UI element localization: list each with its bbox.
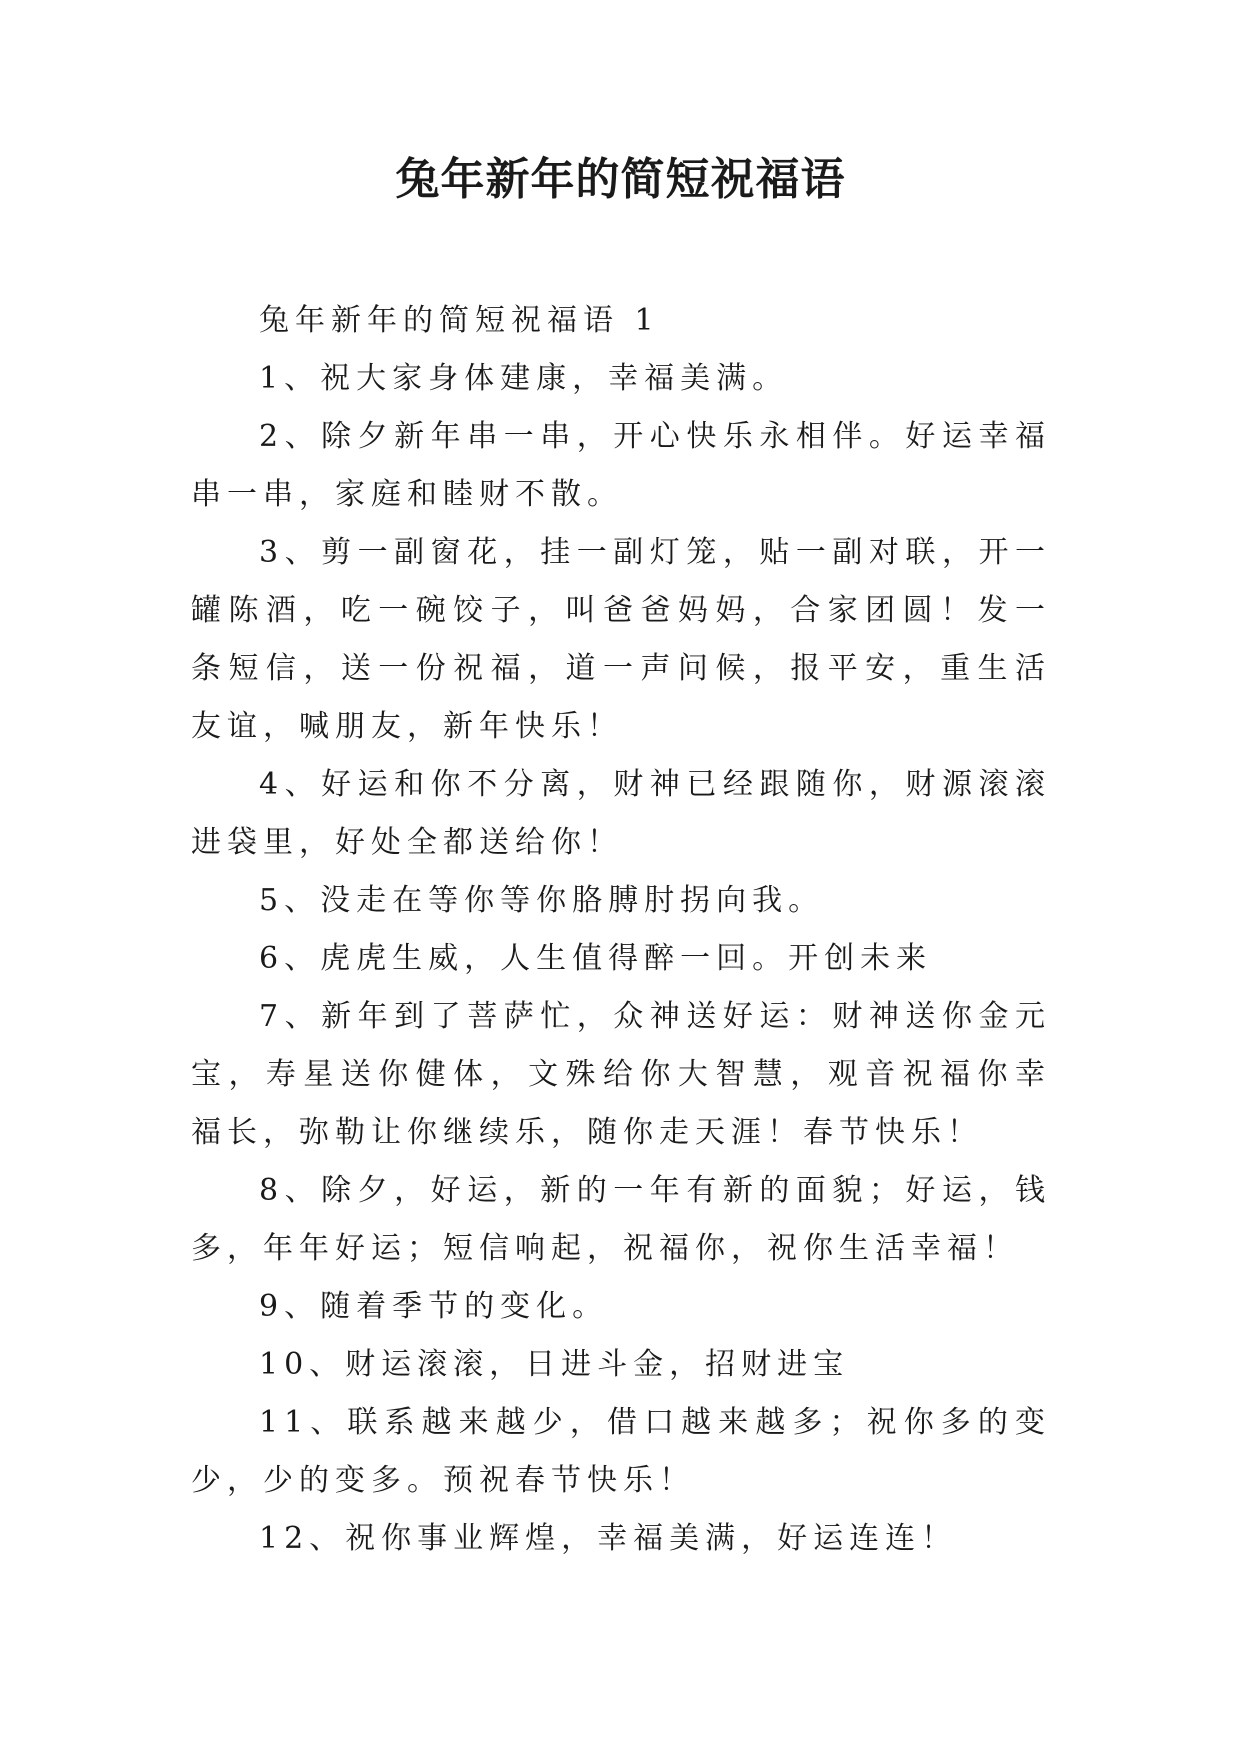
- wish-item-12: 12、祝你事业辉煌，幸福美满，好运连连！: [259, 1521, 958, 1556]
- wish-item-6: 6、虎虎生威，人生值得醉一回。开创未来: [259, 941, 933, 976]
- wish-item-10: 10、财运滚滚，日进斗金，招财进宝: [259, 1347, 850, 1382]
- wish-item-7: 7、新年到了菩萨忙，众神送好运：财神送你金元宝，寿星送你健体，文殊给你大智慧，观音祝福你幸福长，弥勒让你继续乐，随你走天涯！春节快乐！: [191, 999, 1051, 1150]
- wish-item-8: 8、除夕，好运，新的一年有新的面貌；好运，钱多，年年好运；短信响起，祝福你，祝你生活幸福！: [191, 1173, 1051, 1266]
- wish-item-2: 2、除夕新年串一串，开心快乐永相伴。好运幸福串一串，家庭和睦财不散。: [191, 419, 1051, 512]
- document-body: [191, 292, 1051, 1568]
- document-title: 兔年新年的简短祝福语: [395, 154, 846, 205]
- wish-item-5: 5、没走在等你等你胳膊肘拐向我。: [259, 883, 825, 918]
- wish-item-3: 3、剪一副窗花，挂一副灯笼，贴一副对联，开一罐陈酒，吃一碗饺子，叫爸爸妈妈，合家团圆！发一条短信，送一份祝福，道一声问候，报平安，重生活友谊，喊朋友，新年快乐！: [191, 535, 1051, 744]
- wish-item-4: 4、好运和你不分离，财神已经跟随你，财源滚滚进袋里，好处全都送给你！: [191, 767, 1051, 860]
- section-heading: 兔年新年的简短祝福语 1: [259, 303, 660, 338]
- wish-item-11: 11、联系越来越少，借口越来越多；祝你多的变少，少的变多。预祝春节快乐！: [191, 1405, 1051, 1498]
- wish-item-9: 9、随着季节的变化。: [259, 1289, 609, 1324]
- wish-item-1: 1、祝大家身体建康，幸福美满。: [259, 361, 789, 396]
